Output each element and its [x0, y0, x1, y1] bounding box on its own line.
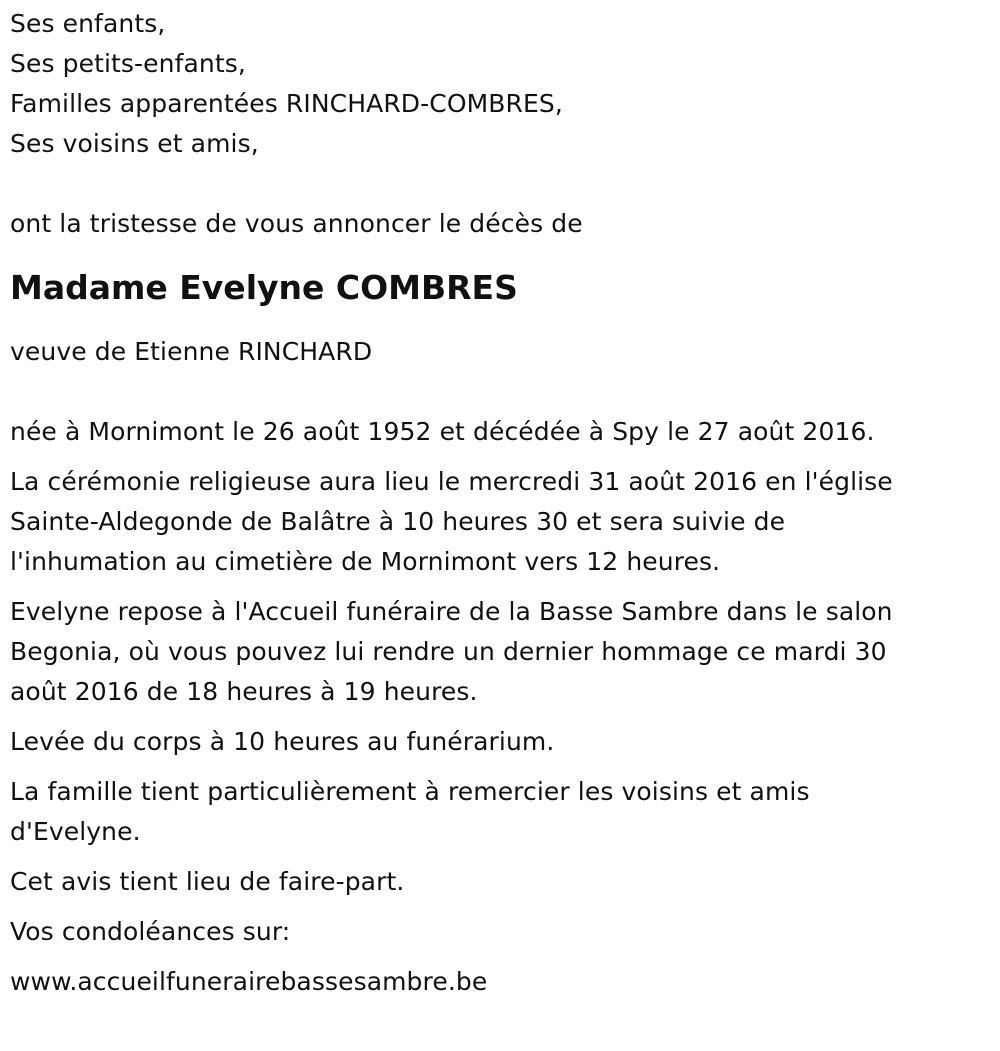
family-line-relatives: Familles apparentées RINCHARD-COMBRES,	[10, 89, 563, 118]
obituary-notice	[10, 4, 985, 1002]
spacer	[10, 164, 985, 204]
thanks-line: La famille tient particulièrement à remercier les voisins et amis	[10, 777, 810, 806]
widow-of: veuve de Etienne RINCHARD	[10, 337, 373, 366]
announcement-intro: ont la tristesse de vous annoncer le décès de	[10, 209, 583, 238]
repose-paragraph	[10, 592, 985, 712]
website-line	[10, 962, 985, 1002]
condolences-label: Vos condoléances sur:	[10, 917, 291, 946]
family-line-neighbors: Ses voisins et amis,	[10, 129, 259, 158]
family-list	[10, 4, 985, 164]
notice-statement: Cet avis tient lieu de faire-part.	[10, 867, 405, 896]
family-line-grandchildren: Ses petits-enfants,	[10, 49, 246, 78]
condolences-website-link[interactable]: www.accueilfunerairebassesambre.be	[10, 967, 488, 996]
family-line-children: Ses enfants,	[10, 9, 166, 38]
ceremony-line: l'inhumation au cimetière de Mornimont vers 12 heures.	[10, 547, 721, 576]
repose-line: Begonia, où vous pouvez lui rendre un dernier hommage ce mardi 30	[10, 637, 887, 666]
ceremony-paragraph	[10, 462, 985, 582]
deceased-name: Madame Evelyne COMBRES	[10, 268, 518, 307]
ceremony-line: La cérémonie religieuse aura lieu le mercredi 31 août 2016 en l'église	[10, 467, 893, 496]
thanks-paragraph	[10, 772, 985, 852]
birth-death-info: née à Mornimont le 26 août 1952 et décédée à Spy le 27 août 2016.	[10, 417, 875, 446]
spacer	[10, 372, 985, 412]
ceremony-line: Sainte-Aldegonde de Balâtre à 10 heures 30 et sera suivie de	[10, 507, 786, 536]
levee-info: Levée du corps à 10 heures au funérarium.	[10, 727, 555, 756]
thanks-line: d'Evelyne.	[10, 817, 141, 846]
repose-line: août 2016 de 18 heures à 19 heures.	[10, 677, 478, 706]
repose-line: Evelyne repose à l'Accueil funéraire de la Basse Sambre dans le salon	[10, 597, 893, 626]
